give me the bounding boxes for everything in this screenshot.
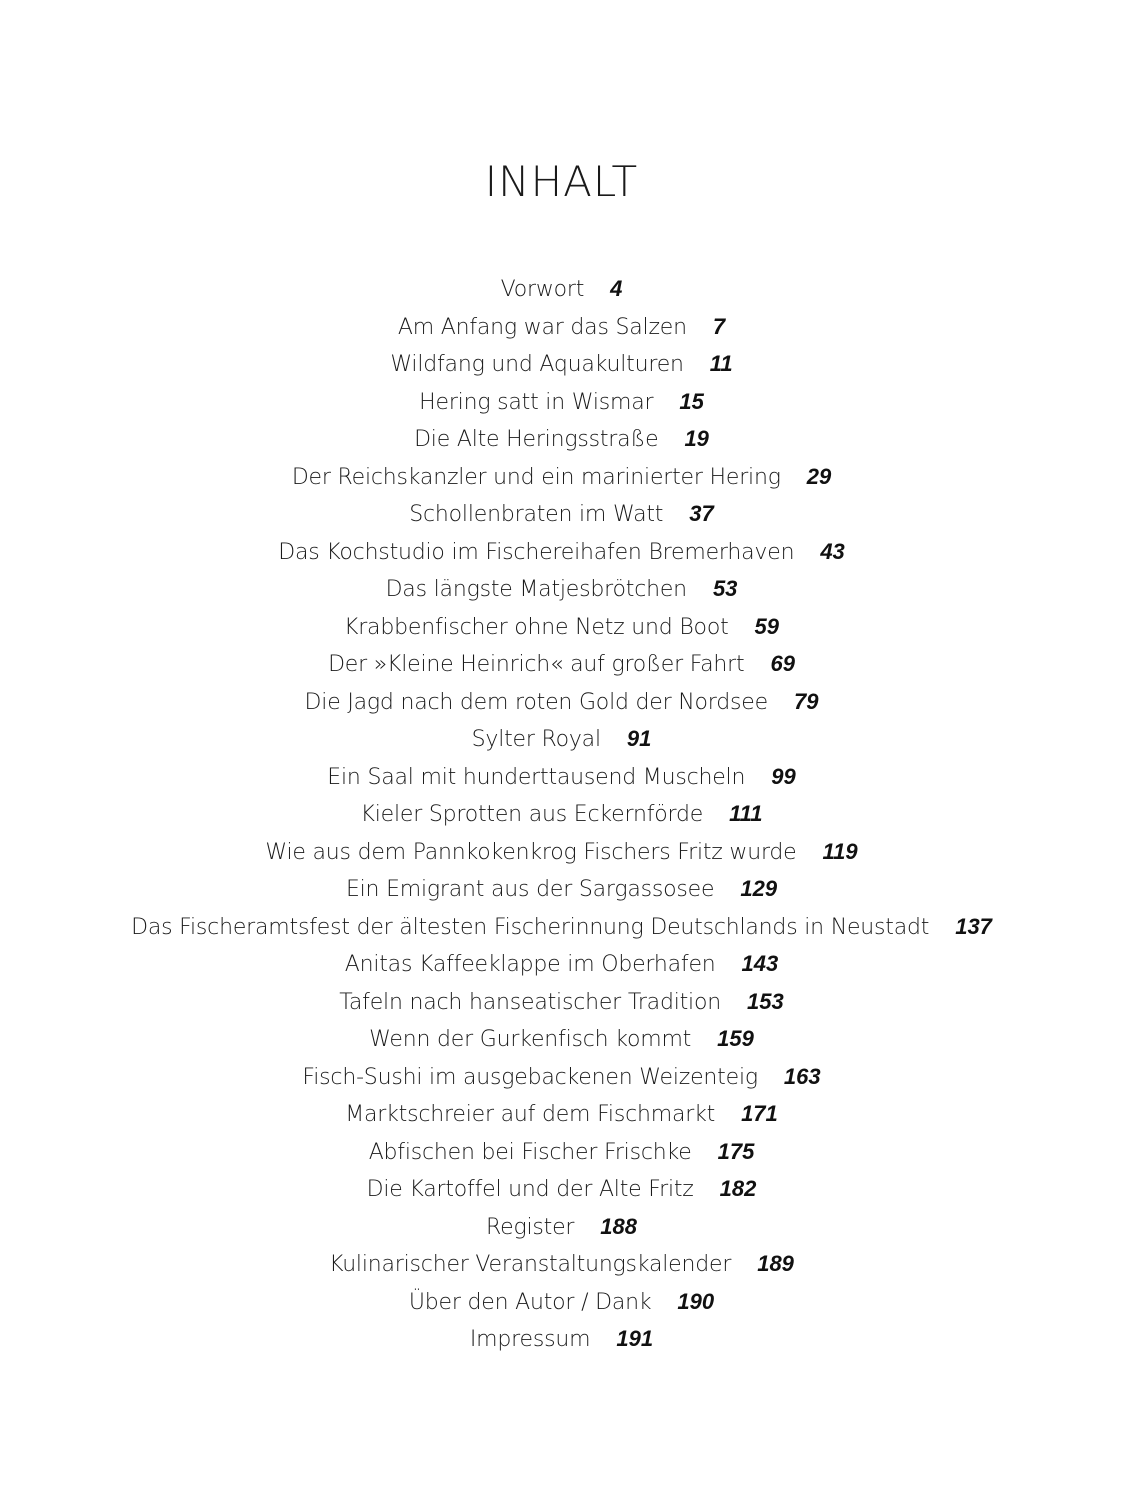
table-of-contents [0, 270, 1123, 1358]
toc-entry-page-number: 59 [754, 613, 779, 639]
toc-entry-page-number: 190 [677, 1288, 715, 1314]
toc-entry-title: Sylter Royal [471, 727, 601, 752]
toc-entry-page-number: 163 [783, 1063, 821, 1089]
toc-entry-title: Über den Autor / Dank [408, 1289, 652, 1315]
page-title: INHALT [484, 157, 639, 207]
toc-entry-title: Das längste Matjesbrötchen [385, 577, 687, 602]
toc-entry [0, 1320, 1123, 1358]
toc-entry-page-number: 153 [746, 988, 784, 1014]
toc-entry-title: Die Jagd nach dem roten Gold der Nordsee [304, 689, 768, 715]
toc-entry-page-number: 129 [740, 876, 778, 901]
toc-entry [0, 570, 1123, 608]
toc-entry [0, 495, 1123, 533]
toc-entry [0, 983, 1123, 1021]
toc-entry [0, 1020, 1123, 1058]
toc-entry-title: Der Reichskanzler und ein marinierter Hering [291, 464, 781, 490]
toc-entry-page-number: 29 [806, 463, 832, 489]
toc-entry [0, 308, 1123, 346]
toc-entry-title: Abfischen bei Fischer Frischke [368, 1139, 692, 1165]
toc-entry-page-number: 19 [684, 426, 709, 451]
toc-entry-page-number: 188 [600, 1213, 637, 1239]
toc-entry [0, 795, 1123, 833]
toc-entry-title: Am Anfang war das Salzen [397, 314, 687, 340]
toc-entry-page-number: 182 [719, 1176, 757, 1201]
toc-entry [0, 833, 1123, 871]
toc-entry [0, 870, 1123, 908]
toc-entry [0, 1095, 1123, 1133]
toc-entry-title: Tafeln nach hanseatischer Tradition [339, 989, 721, 1015]
toc-entry [0, 758, 1123, 796]
toc-entry-title: Anitas Kaffeeklappe im Oberhafen [344, 952, 716, 977]
toc-entry [0, 1283, 1123, 1321]
toc-entry-title: Der »Kleine Heinrich« auf großer Fahrt [328, 652, 745, 677]
toc-entry-page-number: 37 [689, 501, 714, 526]
toc-entry-title: Wie aus dem Pannkokenkrog Fischers Fritz wurde [265, 839, 797, 865]
toc-entry [0, 458, 1123, 496]
toc-entry-page-number: 91 [626, 726, 652, 751]
toc-entry [0, 1208, 1123, 1246]
toc-entry [0, 908, 1123, 946]
toc-entry [0, 1245, 1123, 1283]
toc-entry-title: Schollenbraten im Watt [409, 502, 664, 527]
toc-entry-page-number: 111 [729, 801, 763, 826]
toc-entry-title: Krabbenfischer ohne Netz und Boot [343, 614, 729, 640]
toc-entry-page-number: 53 [712, 576, 738, 601]
toc-entry-title: Ein Emigrant aus der Sargassosee [345, 877, 715, 902]
toc-entry-title: Ein Saal mit hunderttausend Muscheln [327, 764, 746, 790]
toc-entry-page-number: 43 [820, 538, 845, 564]
toc-entry [0, 608, 1123, 646]
toc-entry-page-number: 119 [822, 838, 858, 864]
toc-entry [0, 345, 1123, 383]
toc-entry-page-number: 7 [712, 313, 726, 339]
toc-entry [0, 645, 1123, 683]
toc-entry [0, 720, 1123, 758]
toc-entry [0, 1058, 1123, 1096]
toc-entry-page-number: 159 [717, 1026, 754, 1051]
toc-entry-page-number: 191 [616, 1326, 654, 1351]
toc-entry-page-number: 69 [770, 651, 795, 676]
toc-entry-title: Fisch-Sushi im ausgebackenen Weizenteig [302, 1064, 758, 1090]
toc-entry-title: Die Alte Heringsstraße [414, 427, 659, 452]
toc-entry-page-number: 15 [679, 388, 704, 414]
toc-entry-title: Impressum [469, 1327, 591, 1352]
toc-entry [0, 1133, 1123, 1171]
toc-entry-page-number: 4 [610, 276, 623, 301]
toc-entry-title: Register [486, 1214, 575, 1240]
toc-entry-title: Kulinarischer Veranstaltungskalender [329, 1252, 732, 1277]
toc-entry-page-number: 79 [793, 688, 819, 714]
toc-entry-page-number: 99 [771, 763, 796, 789]
toc-entry [0, 1170, 1123, 1208]
toc-entry-page-number: 137 [955, 913, 992, 939]
toc-entry [0, 383, 1123, 421]
toc-entry-page-number: 143 [741, 951, 779, 976]
toc-entry-page-number: 189 [757, 1251, 794, 1276]
toc-entry-title: Vorwort [500, 277, 585, 302]
toc-entry-title: Wildfang und Aquakulturen [390, 352, 684, 377]
toc-entry-title: Die Kartoffel und der Alte Fritz [366, 1177, 694, 1202]
toc-entry [0, 270, 1123, 308]
toc-entry [0, 420, 1123, 458]
toc-entry-title: Wenn der Gurkenfisch kommt [369, 1027, 692, 1052]
toc-entry [0, 533, 1123, 571]
toc-entry-title: Das Kochstudio im Fischereihafen Bremerhaven [278, 539, 795, 565]
toc-entry [0, 945, 1123, 983]
toc-entry [0, 683, 1123, 721]
toc-entry-title: Das Fischeramtsfest der ältesten Fischerinnung Deutschlands in Neustadt [131, 914, 930, 940]
toc-entry-title: Kieler Sprotten aus Eckernförde [360, 802, 704, 827]
toc-entry-page-number: 11 [709, 351, 733, 376]
toc-entry-page-number: 171 [741, 1101, 778, 1126]
toc-entry-title: Marktschreier auf dem Fischmarkt [345, 1102, 716, 1127]
toc-entry-page-number: 175 [717, 1138, 755, 1164]
toc-entry-title: Hering satt in Wismar [419, 389, 654, 415]
